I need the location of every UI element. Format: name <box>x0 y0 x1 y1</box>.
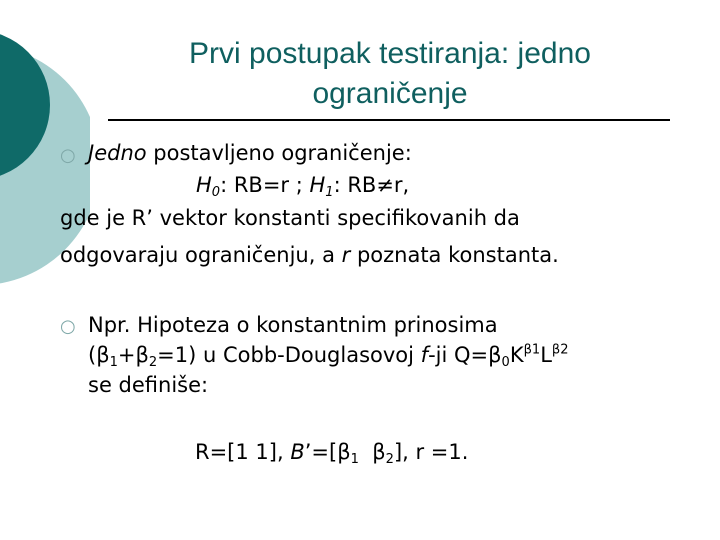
bullet2-line3: se definiše: <box>88 373 209 397</box>
hollow-circle-bullet-icon: ○ <box>60 316 76 337</box>
title-underline <box>108 119 670 121</box>
bullet2-line1: Npr. Hipoteza o konstantnim prinosima <box>88 313 498 337</box>
restriction-formula: R=[1 1], $B’=[\beta_1$ $\beta_2$], r =1. <box>195 440 469 467</box>
bullet1-line1: Jedno postavljeno ograničenje: <box>88 141 412 165</box>
slide-title-line1: Prvi postupak testiranja: jedno <box>189 37 591 70</box>
hollow-circle-bullet-icon: ○ <box>60 145 76 166</box>
hypothesis-line: $H_0$: RB=r ; $H_1$: RB≠r, <box>196 173 410 200</box>
bullet1-line3: gde je R’ vektor konstanti specifikovanih da <box>60 206 520 230</box>
slide-title <box>150 34 630 114</box>
bullet2-line2: $(\beta_1+\beta_2=1)$ u Cobb-Douglasovoj f-ji $Q=\beta_0K^{\beta 1}L^{\beta 2}$ <box>88 342 569 370</box>
slide-title-line2: ograničenje <box>312 77 468 110</box>
bullet1-line4: odgovaraju ograničenju, a r poznata konstanta. <box>60 243 559 267</box>
